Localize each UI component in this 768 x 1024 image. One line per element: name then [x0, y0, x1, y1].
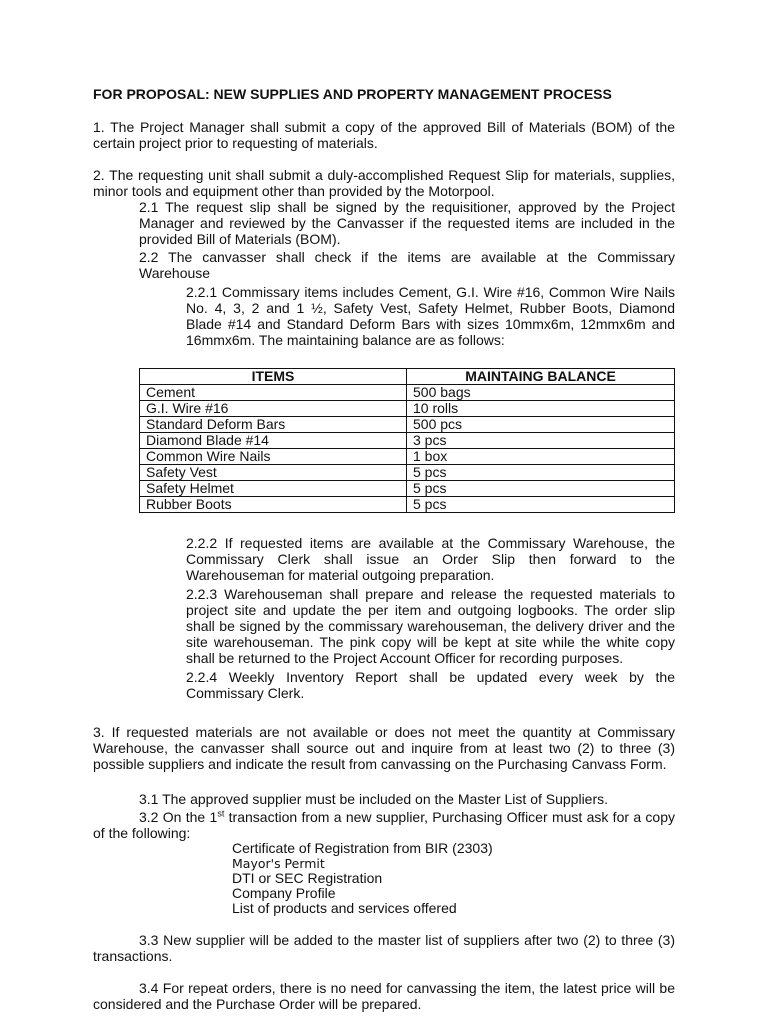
table-cell-item: Cement: [140, 385, 407, 401]
table-row: [140, 481, 675, 497]
table-cell-item: Standard Deform Bars: [140, 417, 407, 433]
list-item: DTI or SEC Registration: [232, 870, 383, 886]
paragraph-3-2: [93, 809, 675, 841]
table-header-balance: MAINTAING BALANCE: [407, 369, 675, 385]
table-cell-item: Diamond Blade #14: [140, 433, 407, 449]
paragraph-2-2-3: 2.2.3 Warehouseman shall prepare and release the requested materials to project site and update the per item and outgoing logbooks. The order slip shall be signed by the commissary warehouseman, the delivery driver and the site warehouseman. The pink copy will be kept at site while the white copy shall be returned to the Project Account Officer for recording purposes.: [186, 586, 675, 666]
paragraph-2-2: 2.2 The canvasser shall check if the items are available at the Commissary Warehouse: [139, 249, 675, 281]
paragraph-2-2-1: 2.2.1 Commissary items includes Cement, G.I. Wire #16, Common Wire Nails No. 4, 3, 2 and 1 ½, Safety Vest, Safety Helmet, Rubber Boots, Diamond Blade #14 and Standard Deform Bars with sizes 10mmx6m, 12mmx6m and 16mmx6m. The maintaining balance are as follows:: [186, 284, 675, 348]
paragraph-3-1: 3.1 The approved supplier must be included on the Master List of Suppliers.: [139, 791, 609, 807]
paragraph-3: 3. If requested materials are not available or does not meet the quantity at Commissary Warehouse, the canvasser shall source out and inquire from at least two (2) to three (3) possible suppliers and indicate the result from canvassing on the Purchasing Canvass Form.: [93, 724, 675, 772]
paragraph-1: 1. The Project Manager shall submit a copy of the approved Bill of Materials (BOM) of the certain project prior to requesting of materials.: [93, 119, 675, 151]
list-item: List of products and services offered: [232, 900, 457, 916]
table-cell-item: Safety Helmet: [140, 481, 407, 497]
table-row: [140, 433, 675, 449]
table-row: [140, 449, 675, 465]
maintaining-balance-table: [139, 368, 675, 513]
table-cell-balance: 500 pcs: [407, 417, 675, 433]
table-cell-balance: 5 pcs: [407, 465, 675, 481]
ordinal-superscript: st: [217, 808, 225, 819]
table-cell-balance: 5 pcs: [407, 497, 675, 513]
required-documents-list: [232, 841, 675, 916]
list-item: Mayor's Permit: [232, 856, 325, 871]
table-row: [140, 465, 675, 481]
table-row: [140, 385, 675, 401]
document-title: FOR PROPOSAL: NEW SUPPLIES AND PROPERTY MANAGEMENT PROCESS: [93, 86, 612, 102]
paragraph-2-2-4: 2.2.4 Weekly Inventory Report shall be updated every week by the Commissary Clerk.: [186, 669, 675, 701]
paragraph-3-2-after: transaction from a new supplier, Purchasing Officer must ask for a copy of the following:: [93, 809, 676, 841]
table-cell-item: Common Wire Nails: [140, 449, 407, 465]
table-row: [140, 497, 675, 513]
paragraph-2-2-2: 2.2.2 If requested items are available at the Commissary Warehouse, the Commissary Clerk shall issue an Order Slip then forward to the Warehouseman for material outgoing preparation.: [186, 535, 675, 583]
table-header-items: ITEMS: [140, 369, 407, 385]
table-cell-balance: 3 pcs: [407, 433, 675, 449]
table-cell-balance: 10 rolls: [407, 401, 675, 417]
table-cell-item: Rubber Boots: [140, 497, 407, 513]
table-cell-item: Safety Vest: [140, 465, 407, 481]
list-item: Certificate of Registration from BIR (2303): [232, 840, 493, 856]
table-cell-item: G.I. Wire #16: [140, 401, 407, 417]
table-cell-balance: 500 bags: [407, 385, 675, 401]
table-header-row: [140, 369, 675, 385]
table-row: [140, 417, 675, 433]
paragraph-3-4: 3.4 For repeat orders, there is no need for canvassing the item, the latest price will be considered and the Purchase Order will be prepared.: [93, 980, 675, 1012]
paragraph-2: 2. The requesting unit shall submit a duly-accomplished Request Slip for materials, supplies, minor tools and equipment other than provided by the Motorpool.: [93, 167, 675, 199]
table-row: [140, 401, 675, 417]
list-item: Company Profile: [232, 885, 336, 901]
paragraph-2-1: 2.1 The request slip shall be signed by the requisitioner, approved by the Project Manager and reviewed by the Canvasser if the requested items are included in the provided Bill of Materials (BOM).: [139, 199, 675, 247]
paragraph-3-3: 3.3 New supplier will be added to the master list of suppliers after two (2) to three (3) transactions.: [93, 932, 675, 964]
table-cell-balance: 1 box: [407, 449, 675, 465]
paragraph-3-2-before: 3.2 On the 1: [139, 809, 218, 825]
document-body: [93, 86, 675, 1012]
table-cell-balance: 5 pcs: [407, 481, 675, 497]
